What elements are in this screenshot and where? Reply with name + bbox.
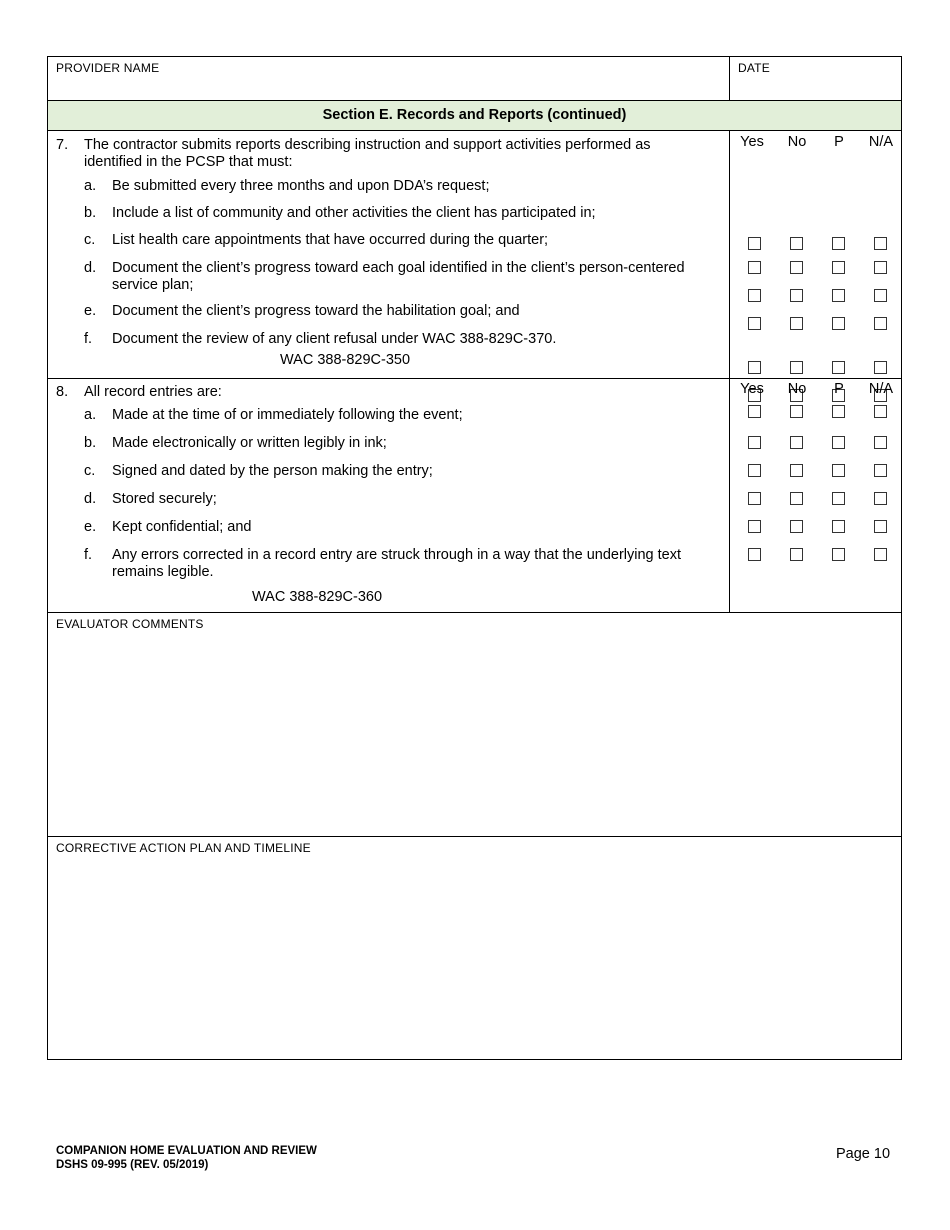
checkbox-no[interactable] bbox=[790, 436, 803, 449]
checkbox-no[interactable] bbox=[790, 361, 803, 374]
question-7 bbox=[48, 131, 901, 379]
checkbox-na[interactable] bbox=[874, 520, 887, 533]
item-text: Document the client’s progress toward the habilitation goal; and bbox=[112, 303, 520, 319]
item-letter: b. bbox=[84, 205, 97, 221]
section-title: Section E. Records and Reports (continued) bbox=[48, 101, 901, 131]
checkbox-yes[interactable] bbox=[748, 237, 761, 250]
checkbox-na[interactable] bbox=[874, 436, 887, 449]
checkbox-p[interactable] bbox=[832, 436, 845, 449]
item-text: Any errors corrected in a record entry are struck through in a way that the underlying text remains legible. bbox=[112, 547, 681, 580]
form-footer bbox=[56, 1144, 317, 1172]
checkbox-no[interactable] bbox=[790, 405, 803, 418]
form-title: COMPANION HOME EVALUATION AND REVIEW bbox=[56, 1145, 317, 1157]
checkbox-na[interactable] bbox=[874, 492, 887, 505]
corrective-action-plan-field[interactable] bbox=[48, 837, 901, 1059]
column-header-no: No bbox=[787, 381, 807, 397]
checkbox-yes[interactable] bbox=[748, 520, 761, 533]
checkbox-na[interactable] bbox=[874, 361, 887, 374]
checkbox-p[interactable] bbox=[832, 237, 845, 250]
item-text: Made at the time of or immediately following the event; bbox=[112, 407, 463, 423]
evaluator-comments-label: EVALUATOR COMMENTS bbox=[56, 617, 204, 631]
checkbox-no[interactable] bbox=[790, 464, 803, 477]
page-number: Page 10 bbox=[836, 1146, 891, 1162]
question-number: 7. bbox=[56, 137, 69, 153]
checkbox-no[interactable] bbox=[790, 548, 803, 561]
item-letter: f. bbox=[84, 331, 93, 347]
checkbox-p[interactable] bbox=[832, 289, 845, 302]
question-8 bbox=[48, 379, 901, 613]
checkbox-yes[interactable] bbox=[748, 405, 761, 418]
checkbox-yes[interactable] bbox=[748, 464, 761, 477]
checkbox-yes[interactable] bbox=[748, 361, 761, 374]
column-header-p: P bbox=[834, 134, 844, 150]
item-letter: d. bbox=[84, 491, 97, 507]
column-header-p: P bbox=[834, 381, 844, 397]
form-number: DSHS 09-995 (REV. 05/2019) bbox=[56, 1159, 209, 1171]
checkbox-p[interactable] bbox=[832, 261, 845, 274]
item-text: List health care appointments that have occurred during the quarter; bbox=[112, 232, 549, 248]
item-text: Document the client’s progress toward each goal identified in the client’s person-centered service plan; bbox=[112, 260, 685, 293]
checkbox-no[interactable] bbox=[790, 317, 803, 330]
checkbox-no[interactable] bbox=[790, 261, 803, 274]
form-header bbox=[48, 57, 901, 101]
checkbox-na[interactable] bbox=[874, 237, 887, 250]
checkbox-na[interactable] bbox=[874, 289, 887, 302]
question-8-text-cell bbox=[48, 379, 730, 612]
wac-reference: WAC 388-829C-350 bbox=[280, 352, 411, 368]
item-text: Kept confidential; and bbox=[112, 519, 252, 535]
checkbox-yes[interactable] bbox=[748, 261, 761, 274]
checkbox-p[interactable] bbox=[832, 548, 845, 561]
date-field[interactable] bbox=[730, 57, 901, 100]
evaluation-form bbox=[47, 56, 902, 1060]
column-header-yes: Yes bbox=[740, 381, 764, 397]
question-text: All record entries are: bbox=[84, 384, 222, 400]
checkbox-no[interactable] bbox=[790, 289, 803, 302]
date-label: DATE bbox=[738, 61, 770, 75]
column-header-yes: Yes bbox=[740, 134, 764, 150]
question-7-text-cell bbox=[48, 131, 730, 378]
column-header-na: N/A bbox=[868, 134, 894, 150]
checkbox-no[interactable] bbox=[790, 237, 803, 250]
checkbox-na[interactable] bbox=[874, 464, 887, 477]
item-letter: b. bbox=[84, 435, 97, 451]
question-number: 8. bbox=[56, 384, 69, 400]
item-text: Include a list of community and other activities the client has participated in; bbox=[112, 205, 596, 221]
wac-reference: WAC 388-829C-360 bbox=[252, 589, 383, 605]
column-header-na: N/A bbox=[868, 381, 894, 397]
checkbox-yes[interactable] bbox=[748, 436, 761, 449]
corrective-action-label: CORRECTIVE ACTION PLAN AND TIMELINE bbox=[56, 841, 311, 855]
item-text: Signed and dated by the person making the entry; bbox=[112, 463, 433, 479]
checkbox-na[interactable] bbox=[874, 317, 887, 330]
evaluator-comments-field[interactable] bbox=[48, 613, 901, 837]
checkbox-p[interactable] bbox=[832, 317, 845, 330]
column-header-no: No bbox=[787, 134, 807, 150]
item-letter: e. bbox=[84, 303, 97, 319]
checkbox-p[interactable] bbox=[832, 520, 845, 533]
item-letter: a. bbox=[84, 178, 97, 194]
item-letter: d. bbox=[84, 260, 97, 276]
provider-name-field[interactable] bbox=[48, 57, 730, 100]
item-letter: f. bbox=[84, 547, 93, 563]
item-text: Stored securely; bbox=[112, 491, 217, 507]
provider-name-label: PROVIDER NAME bbox=[56, 61, 160, 75]
checkbox-na[interactable] bbox=[874, 548, 887, 561]
item-letter: a. bbox=[84, 407, 97, 423]
item-text: Be submitted every three months and upon DDA’s request; bbox=[112, 178, 490, 194]
checkbox-p[interactable] bbox=[832, 405, 845, 418]
item-text: Document the review of any client refusal under WAC 388-829C-370. bbox=[112, 331, 557, 347]
checkbox-p[interactable] bbox=[832, 492, 845, 505]
question-text: The contractor submits reports describing instruction and support activities performed as identified in the PCSP that must: bbox=[84, 137, 651, 170]
item-letter: c. bbox=[84, 232, 96, 248]
checkbox-yes[interactable] bbox=[748, 492, 761, 505]
item-letter: e. bbox=[84, 519, 97, 535]
checkbox-na[interactable] bbox=[874, 261, 887, 274]
checkbox-p[interactable] bbox=[832, 464, 845, 477]
item-text: Made electronically or written legibly in ink; bbox=[112, 435, 387, 451]
checkbox-p[interactable] bbox=[832, 361, 845, 374]
checkbox-no[interactable] bbox=[790, 520, 803, 533]
item-letter: c. bbox=[84, 463, 96, 479]
checkbox-yes[interactable] bbox=[748, 317, 761, 330]
checkbox-na[interactable] bbox=[874, 405, 887, 418]
checkbox-yes[interactable] bbox=[748, 289, 761, 302]
checkbox-no[interactable] bbox=[790, 492, 803, 505]
checkbox-yes[interactable] bbox=[748, 548, 761, 561]
